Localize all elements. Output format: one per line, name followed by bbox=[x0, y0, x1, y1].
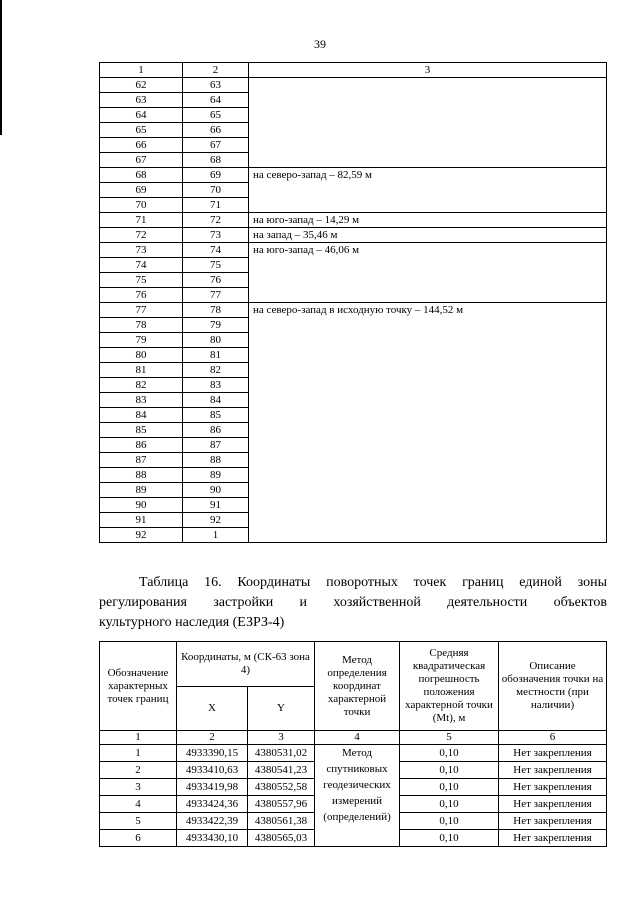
point-from-cell: 81 bbox=[100, 363, 183, 378]
point-from-cell: 64 bbox=[100, 108, 183, 123]
coordinates-table bbox=[99, 641, 607, 847]
point-from-cell: 87 bbox=[100, 453, 183, 468]
segment-description-cell: на юго-запад – 14,29 м bbox=[249, 213, 607, 228]
accuracy-cell: 0,10 bbox=[400, 796, 499, 813]
point-to-cell: 68 bbox=[183, 153, 249, 168]
point-to-cell: 65 bbox=[183, 108, 249, 123]
marking-cell: Нет закрепления bbox=[499, 762, 607, 779]
point-to-cell: 84 bbox=[183, 393, 249, 408]
point-from-cell: 72 bbox=[100, 228, 183, 243]
table-row bbox=[100, 228, 607, 243]
point-from-cell: 83 bbox=[100, 393, 183, 408]
column-number: 2 bbox=[177, 731, 248, 745]
y-coordinate-cell: 4380557,96 bbox=[248, 796, 315, 813]
point-from-cell: 79 bbox=[100, 333, 183, 348]
point-to-cell: 85 bbox=[183, 408, 249, 423]
point-from-cell: 82 bbox=[100, 378, 183, 393]
point-from-cell: 86 bbox=[100, 438, 183, 453]
marking-cell: Нет закрепления bbox=[499, 796, 607, 813]
table-row bbox=[100, 243, 607, 258]
point-from-cell: 73 bbox=[100, 243, 183, 258]
accuracy-cell: 0,10 bbox=[400, 779, 499, 796]
header-x: X bbox=[177, 687, 248, 731]
point-to-cell: 63 bbox=[183, 78, 249, 93]
table-row bbox=[100, 213, 607, 228]
accuracy-cell: 0,10 bbox=[400, 762, 499, 779]
y-coordinate-cell: 4380565,03 bbox=[248, 830, 315, 847]
point-from-cell: 63 bbox=[100, 93, 183, 108]
point-from-cell: 70 bbox=[100, 198, 183, 213]
caption-line: регулирования застройки и хозяйственной деятельности объектов bbox=[99, 595, 607, 610]
point-from-cell: 89 bbox=[100, 483, 183, 498]
point-from-cell: 84 bbox=[100, 408, 183, 423]
point-to-cell: 64 bbox=[183, 93, 249, 108]
point-from-cell: 85 bbox=[100, 423, 183, 438]
table-header-row bbox=[100, 642, 607, 687]
point-from-cell: 92 bbox=[100, 528, 183, 543]
caption-line: культурного наследия (ЕЗРЗ-4) bbox=[99, 615, 285, 630]
x-coordinate-cell: 4933410,63 bbox=[177, 762, 248, 779]
point-to-cell: 77 bbox=[183, 288, 249, 303]
column-number: 6 bbox=[499, 731, 607, 745]
column-number: 1 bbox=[100, 731, 177, 745]
point-cell: 4 bbox=[100, 796, 177, 813]
point-to-cell: 87 bbox=[183, 438, 249, 453]
segment-description-cell: на запад – 35,46 м bbox=[249, 228, 607, 243]
point-from-cell: 65 bbox=[100, 123, 183, 138]
column-number: 4 bbox=[315, 731, 400, 745]
point-to-cell: 73 bbox=[183, 228, 249, 243]
point-from-cell: 74 bbox=[100, 258, 183, 273]
point-from-cell: 88 bbox=[100, 468, 183, 483]
x-coordinate-cell: 4933422,39 bbox=[177, 813, 248, 830]
table-row bbox=[100, 78, 607, 93]
accuracy-cell: 0,10 bbox=[400, 830, 499, 847]
header-method: Метод определения координат характерной точки bbox=[315, 642, 400, 731]
point-to-cell: 72 bbox=[183, 213, 249, 228]
marking-cell: Нет закрепления bbox=[499, 745, 607, 762]
x-coordinate-cell: 4933390,15 bbox=[177, 745, 248, 762]
point-from-cell: 62 bbox=[100, 78, 183, 93]
point-to-cell: 81 bbox=[183, 348, 249, 363]
point-from-cell: 90 bbox=[100, 498, 183, 513]
point-cell: 6 bbox=[100, 830, 177, 847]
boundary-segments-table bbox=[99, 62, 607, 543]
point-to-cell: 89 bbox=[183, 468, 249, 483]
y-coordinate-cell: 4380552,58 bbox=[248, 779, 315, 796]
header-coordinates: Координаты, м (СК-63 зона 4) bbox=[177, 642, 315, 687]
accuracy-cell: 0,10 bbox=[400, 813, 499, 830]
accuracy-cell: 0,10 bbox=[400, 745, 499, 762]
table-row bbox=[100, 745, 607, 762]
header-marking: Описание обозначения точки на местности (при наличии) bbox=[499, 642, 607, 731]
header-accuracy: Средняя квадратическая погрешность положения характерной точки (Mt), м bbox=[400, 642, 499, 731]
marking-cell: Нет закрепления bbox=[499, 830, 607, 847]
point-cell: 1 bbox=[100, 745, 177, 762]
x-coordinate-cell: 4933424,36 bbox=[177, 796, 248, 813]
y-coordinate-cell: 4380531,02 bbox=[248, 745, 315, 762]
segment-description-cell: на юго-запад – 46,06 м bbox=[249, 243, 607, 303]
point-to-cell: 88 bbox=[183, 453, 249, 468]
point-from-cell: 91 bbox=[100, 513, 183, 528]
header-point-designation: Обозначение характерных точек границ bbox=[100, 642, 177, 731]
point-to-cell: 75 bbox=[183, 258, 249, 273]
column-number: 5 bbox=[400, 731, 499, 745]
method-cell: Метод спутниковых геодезических измерений (определений) bbox=[315, 745, 400, 847]
point-from-cell: 71 bbox=[100, 213, 183, 228]
x-coordinate-cell: 4933419,98 bbox=[177, 779, 248, 796]
point-cell: 3 bbox=[100, 779, 177, 796]
marking-cell: Нет закрепления bbox=[499, 813, 607, 830]
point-to-cell: 70 bbox=[183, 183, 249, 198]
point-from-cell: 69 bbox=[100, 183, 183, 198]
point-to-cell: 86 bbox=[183, 423, 249, 438]
column-header: 1 bbox=[100, 63, 183, 78]
point-from-cell: 68 bbox=[100, 168, 183, 183]
table-header-row bbox=[100, 63, 607, 78]
point-to-cell: 91 bbox=[183, 498, 249, 513]
segment-description-cell bbox=[249, 78, 607, 168]
point-to-cell: 92 bbox=[183, 513, 249, 528]
binding-edge-line bbox=[0, 0, 2, 135]
segment-description-cell: на северо-запад в исходную точку – 144,52 м bbox=[249, 303, 607, 543]
point-cell: 5 bbox=[100, 813, 177, 830]
table-caption bbox=[99, 573, 607, 633]
table-row bbox=[100, 168, 607, 183]
y-coordinate-cell: 4380561,38 bbox=[248, 813, 315, 830]
point-to-cell: 67 bbox=[183, 138, 249, 153]
point-from-cell: 77 bbox=[100, 303, 183, 318]
caption-line: Таблица 16. Координаты поворотных точек границ единой зоны bbox=[139, 575, 607, 590]
point-to-cell: 1 bbox=[183, 528, 249, 543]
point-to-cell: 82 bbox=[183, 363, 249, 378]
point-to-cell: 80 bbox=[183, 333, 249, 348]
point-to-cell: 71 bbox=[183, 198, 249, 213]
point-from-cell: 66 bbox=[100, 138, 183, 153]
point-from-cell: 75 bbox=[100, 273, 183, 288]
column-number: 3 bbox=[248, 731, 315, 745]
point-from-cell: 76 bbox=[100, 288, 183, 303]
point-from-cell: 67 bbox=[100, 153, 183, 168]
page-number: 39 bbox=[314, 37, 326, 51]
point-to-cell: 78 bbox=[183, 303, 249, 318]
point-cell: 2 bbox=[100, 762, 177, 779]
y-coordinate-cell: 4380541,23 bbox=[248, 762, 315, 779]
x-coordinate-cell: 4933430,10 bbox=[177, 830, 248, 847]
header-y: Y bbox=[248, 687, 315, 731]
segment-description-cell: на северо-запад – 82,59 м bbox=[249, 168, 607, 213]
column-header: 2 bbox=[183, 63, 249, 78]
point-to-cell: 69 bbox=[183, 168, 249, 183]
point-to-cell: 79 bbox=[183, 318, 249, 333]
point-to-cell: 90 bbox=[183, 483, 249, 498]
marking-cell: Нет закрепления bbox=[499, 779, 607, 796]
point-to-cell: 76 bbox=[183, 273, 249, 288]
point-from-cell: 80 bbox=[100, 348, 183, 363]
column-header: 3 bbox=[249, 63, 607, 78]
point-to-cell: 83 bbox=[183, 378, 249, 393]
column-number-row bbox=[100, 731, 607, 745]
point-from-cell: 78 bbox=[100, 318, 183, 333]
point-to-cell: 66 bbox=[183, 123, 249, 138]
point-to-cell: 74 bbox=[183, 243, 249, 258]
table-row bbox=[100, 303, 607, 318]
